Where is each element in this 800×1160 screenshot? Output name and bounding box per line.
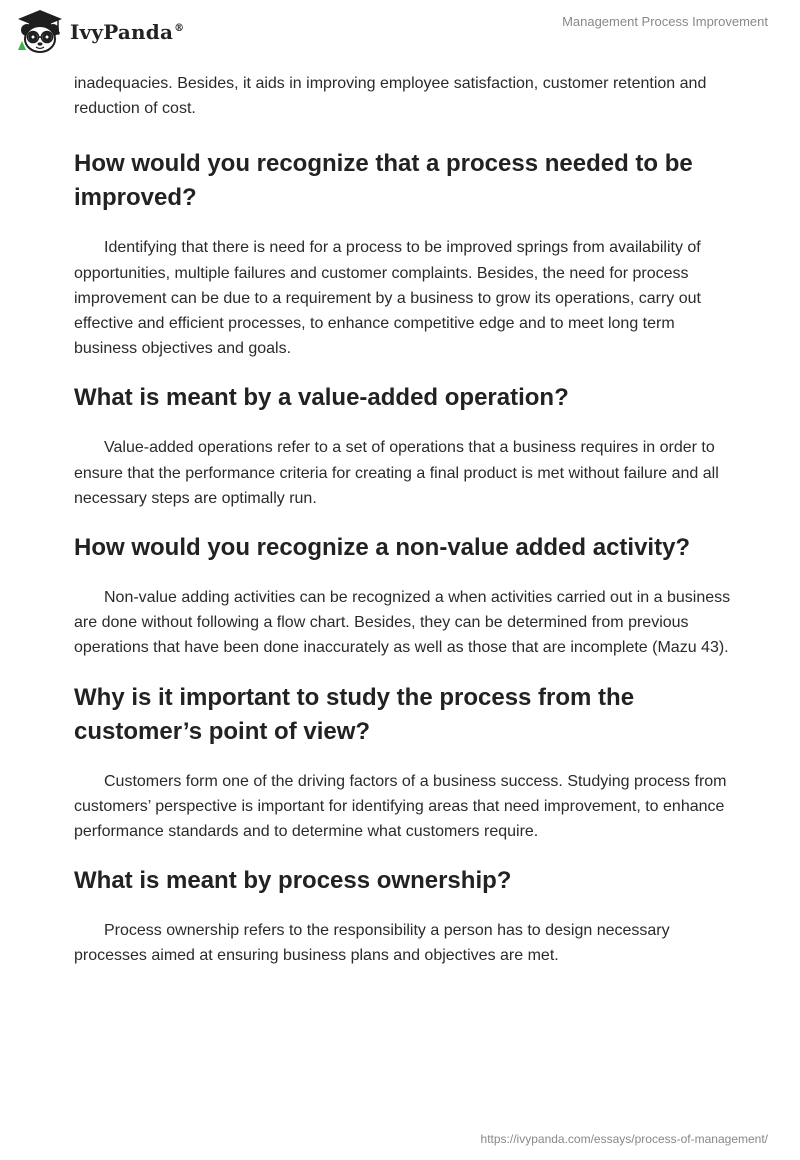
section-paragraph: Non-value adding activities can be recognized a when activities carried out in a business are done without following a flow chart. Besides, they can be determined from previous operations that have been done inaccurately as well as those that are incomplete (Mazu 43). xyxy=(74,589,731,657)
ivypanda-logo[interactable] xyxy=(14,8,194,56)
section-paragraph: Value-added operations refer to a set of operations that a business requires in order to ensure that the performance criteria for creating a final product is met without failure and all necessary steps are optimally run. xyxy=(74,439,719,507)
section-heading: How would you recognize a non-value added activity? xyxy=(74,534,691,562)
section-heading: How would you recognize that a process needed to be improved? xyxy=(74,150,693,212)
document-title: Management Process Improvement xyxy=(562,14,768,29)
page-header xyxy=(0,0,800,64)
section-heading: What is meant by process ownership? xyxy=(74,867,512,895)
logo-text: IvyPanda xyxy=(70,20,174,44)
section-paragraph: Customers form one of the driving factors of a business success. Studying process from customers’ perspective is important for identifying areas that need improvement, to enhance performance standards and to determine what customers require. xyxy=(74,772,727,841)
logo-wordmark xyxy=(70,20,184,44)
registered-mark: ® xyxy=(174,23,185,35)
section-paragraph: Identifying that there is need for a process to be improved springs from availability of opportunities, multiple failures and customer complaints. Besides, the need for process improvement can be due to a requirement by a business to grow its operations, carry out effective and efficient processes, to enhance competitive edge and to meet long term business objectives and goals. xyxy=(74,239,701,358)
section-paragraph: Process ownership refers to the responsibility a person has to design necessary processes aimed at ensuring business plans and objectives are met. xyxy=(74,922,670,965)
essay-content xyxy=(74,71,734,969)
section-heading: What is meant by a value-added operation? xyxy=(74,384,569,412)
panda-graduate-icon xyxy=(14,8,66,56)
source-url-link[interactable]: https://ivypanda.com/essays/process-of-management/ xyxy=(480,1132,768,1146)
intro-paragraph: inadequacies. Besides, it aids in improving employee satisfaction, customer retention and reduction of cost. xyxy=(74,75,707,118)
section-heading: Why is it important to study the process from the customer’s point of view? xyxy=(74,683,635,745)
